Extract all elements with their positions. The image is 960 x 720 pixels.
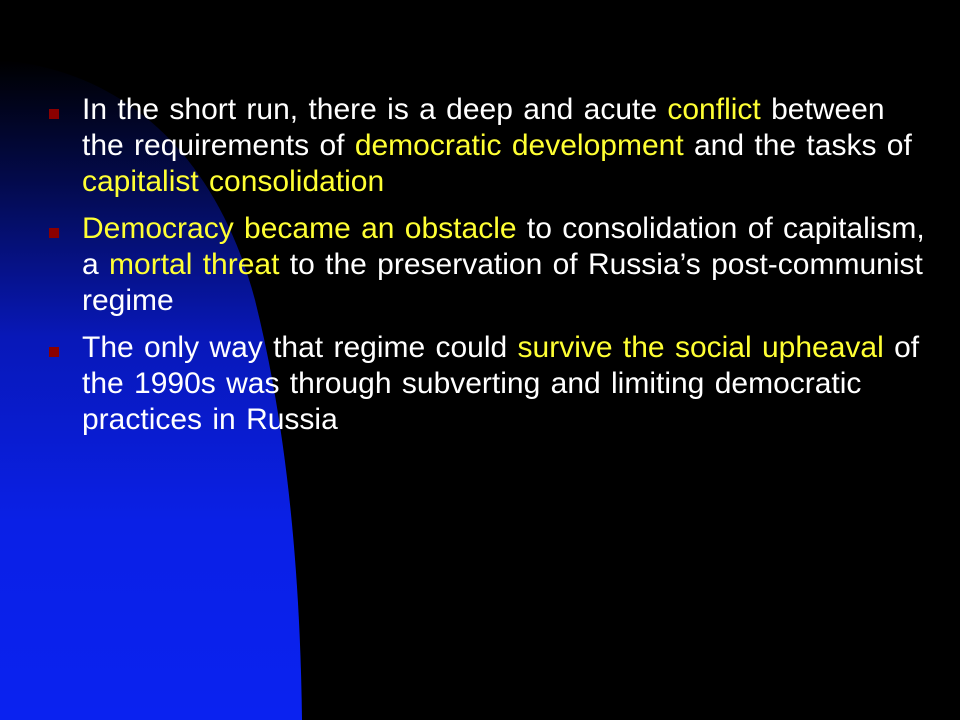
square-bullet-icon bbox=[49, 228, 59, 238]
highlighted-term: survive the social upheaval bbox=[517, 331, 884, 364]
bullet-item bbox=[46, 92, 926, 200]
highlighted-term: conflict bbox=[667, 93, 761, 126]
bullet-list bbox=[46, 92, 926, 449]
highlighted-term: democratic development bbox=[354, 129, 684, 162]
square-bullet-icon bbox=[49, 347, 59, 357]
square-bullet-icon bbox=[49, 109, 59, 119]
bullet-item bbox=[46, 211, 926, 319]
bullet-text: In the short run, there is a deep and acute conflict between the requirements of democratic development and the tasks of capitalist consolidation bbox=[82, 93, 912, 198]
highlighted-term: Democracy became an obstacle bbox=[82, 212, 517, 245]
bullet-text: Democracy became an obstacle to consolidation of capitalism, a mortal threat to the preservation of Russia’s post-communist regime bbox=[82, 212, 925, 317]
bullet-text: The only way that regime could survive the social upheaval of the 1990s was through subverting and limiting democratic practices in Russia bbox=[82, 331, 920, 436]
highlighted-term: mortal threat bbox=[109, 248, 280, 281]
highlighted-term: capitalist consolidation bbox=[82, 165, 385, 198]
bullet-item bbox=[46, 330, 926, 438]
